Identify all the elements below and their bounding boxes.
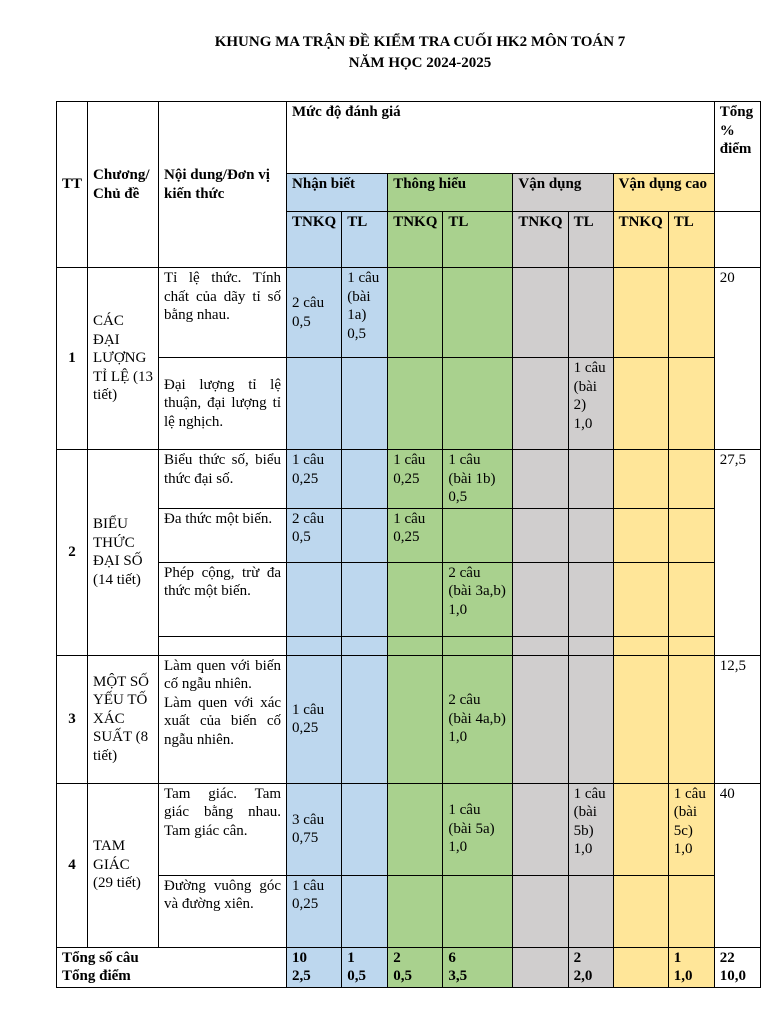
row2-unit3-th-tl: 2 câu (bài 3a,b) 1,0 xyxy=(443,562,513,636)
cell xyxy=(342,562,388,636)
document-title xyxy=(150,32,690,74)
cell xyxy=(668,655,714,783)
title-line-2: NĂM HỌC 2024-2025 xyxy=(348,55,492,71)
cell xyxy=(513,508,568,562)
cell xyxy=(613,875,668,947)
totals-th-tl-count: 6 xyxy=(448,949,456,966)
cell xyxy=(443,358,513,450)
totals-all-score: 10,0 xyxy=(719,968,747,984)
cell xyxy=(568,655,613,783)
cell xyxy=(613,947,668,987)
header-total: Tổng % điểm xyxy=(714,102,760,212)
cell xyxy=(668,875,714,947)
cell xyxy=(668,562,714,636)
row2-chapter: BIỂU THỨC ĐẠI SỐ (14 tiết) xyxy=(88,450,159,656)
row4-unit1-vdc-tl: 1 câu (bài 5c) 1,0 xyxy=(668,783,714,875)
cell xyxy=(388,358,443,450)
cell xyxy=(443,636,513,655)
row2-unit1-th-tnkq: 1 câu 0,25 xyxy=(388,450,443,509)
totals-nb-tnkq-count: 10 xyxy=(292,949,308,966)
totals-vd-tl xyxy=(568,947,613,987)
row1-unit2-vd-tl: 1 câu (bài 2) 1,0 xyxy=(568,358,613,450)
row3-total: 12,5 xyxy=(714,655,760,783)
matrix-table xyxy=(56,101,761,988)
row2-total: 27,5 xyxy=(714,450,760,656)
totals-all-count: 22 xyxy=(719,949,735,966)
header-level: Mức độ đánh giá xyxy=(287,102,715,174)
cell xyxy=(513,562,568,636)
header-van-dung-cao: Vận dụng cao xyxy=(613,174,714,212)
row3-unit1-content xyxy=(159,655,287,783)
header-total-empty xyxy=(714,212,760,268)
header-content: Nội dung/Đơn vị kiến thức xyxy=(159,102,287,268)
totals-th-tl xyxy=(443,947,513,987)
cell xyxy=(342,655,388,783)
row4-unit2-nb-tnkq: 1 câu 0,25 xyxy=(287,875,342,947)
cell xyxy=(568,562,613,636)
header-nhan-biet: Nhận biết xyxy=(287,174,388,212)
row3-unit1-content-line1: Làm quen với biến cố ngẫu nhiên. xyxy=(164,657,282,692)
cell xyxy=(613,562,668,636)
cell xyxy=(342,636,388,655)
row1-unit1-nb-tnkq: 2 câu 0,5 xyxy=(287,268,342,358)
cell xyxy=(159,636,287,655)
totals-vd-tl-score: 2,0 xyxy=(573,968,593,984)
row1-total: 20 xyxy=(714,268,760,450)
row4-unit1-th-tl: 1 câu (bài 5a) 1,0 xyxy=(443,783,513,875)
totals-nb-tl-count: 1 xyxy=(347,949,355,966)
cell xyxy=(568,268,613,358)
header-th-tnkq: TNKQ xyxy=(388,212,443,268)
cell xyxy=(388,268,443,358)
row3-unit1-th-tl: 2 câu (bài 4a,b) 1,0 xyxy=(443,655,513,783)
header-vdc-tl: TL xyxy=(668,212,714,268)
cell xyxy=(668,268,714,358)
row2-unit3-content: Phép cộng, trừ đa thức một biến. xyxy=(159,562,287,636)
totals-label-score: Tổng điểm xyxy=(62,968,131,984)
totals-nb-tnkq-score: 2,5 xyxy=(292,968,311,984)
totals-label xyxy=(57,947,287,987)
totals-th-tnkq-count: 2 xyxy=(393,949,401,966)
cell xyxy=(287,358,342,450)
header-vd-tnkq: TNKQ xyxy=(513,212,568,268)
cell xyxy=(287,562,342,636)
cell xyxy=(388,562,443,636)
totals-vdc-tl-count: 1 xyxy=(673,949,682,966)
totals-th-tnkq xyxy=(388,947,443,987)
header-thong-hieu: Thông hiểu xyxy=(388,174,513,212)
cell xyxy=(668,358,714,450)
cell xyxy=(513,358,568,450)
header-nb-tnkq: TNKQ xyxy=(287,212,342,268)
cell xyxy=(388,636,443,655)
totals-vd-tl-count: 2 xyxy=(573,949,582,966)
cell xyxy=(388,875,443,947)
row2-tt: 2 xyxy=(57,450,88,656)
row4-unit1-content: Tam giác. Tam giác bằng nhau. Tam giác cân. xyxy=(159,783,287,875)
header-tt: TT xyxy=(57,102,88,268)
cell xyxy=(513,450,568,509)
row2-unit1-th-tl: 1 câu (bài 1b) 0,5 xyxy=(443,450,513,509)
row2-unit1-content: Biểu thức số, biểu thức đại số. xyxy=(159,450,287,509)
totals-all xyxy=(714,947,760,987)
cell xyxy=(443,508,513,562)
cell xyxy=(513,636,568,655)
cell xyxy=(613,636,668,655)
cell xyxy=(613,783,668,875)
row1-tt: 1 xyxy=(57,268,88,450)
cell xyxy=(388,783,443,875)
row4-unit1-vd-tl: 1 câu (bài 5b) 1,0 xyxy=(568,783,613,875)
row4-unit2-content: Đường vuông góc và đường xiên. xyxy=(159,875,287,947)
header-th-tl: TL xyxy=(443,212,513,268)
cell xyxy=(388,655,443,783)
row1-unit2-content: Đại lượng tỉ lệ thuận, đại lượng tỉ lệ nghịch. xyxy=(159,358,287,450)
cell xyxy=(613,358,668,450)
cell xyxy=(342,783,388,875)
row3-unit1-content-line2: Làm quen với xác xuất của biến cố ngẫu nhiên. xyxy=(164,694,282,748)
cell xyxy=(287,636,342,655)
cell xyxy=(668,636,714,655)
header-vd-tl: TL xyxy=(568,212,613,268)
row2-unit2-content: Đa thức một biến. xyxy=(159,508,287,562)
cell xyxy=(342,875,388,947)
row4-unit1-nb-tnkq: 3 câu 0,75 xyxy=(287,783,342,875)
header-vdc-tnkq: TNKQ xyxy=(613,212,668,268)
row1-unit1-nb-tl: 1 câu (bài 1a) 0,5 xyxy=(342,268,388,358)
cell xyxy=(342,508,388,562)
cell xyxy=(568,508,613,562)
totals-nb-tl-score: 0,5 xyxy=(347,968,366,984)
row1-unit1-content: Tỉ lệ thức. Tính chất của dãy tỉ số bằng nhau. xyxy=(159,268,287,358)
totals-label-count: Tổng số câu xyxy=(62,949,139,966)
totals-nb-tl xyxy=(342,947,388,987)
cell xyxy=(668,450,714,509)
cell xyxy=(668,508,714,562)
cell xyxy=(513,268,568,358)
row1-chapter: CÁC ĐẠI LƯỢNG TỈ LỆ (13 tiết) xyxy=(88,268,159,450)
row2-unit2-nb-tnkq: 2 câu 0,5 xyxy=(287,508,342,562)
title-line-1: KHUNG MA TRẬN ĐỀ KIỂM TRA CUỐI HK2 MÔN TOÁN 7 xyxy=(214,34,626,50)
cell xyxy=(342,450,388,509)
totals-vdc-tl xyxy=(668,947,714,987)
cell xyxy=(568,875,613,947)
row4-chapter: TAM GIÁC (29 tiết) xyxy=(88,783,159,947)
cell xyxy=(613,508,668,562)
cell xyxy=(613,450,668,509)
cell xyxy=(568,636,613,655)
cell xyxy=(568,450,613,509)
totals-th-tnkq-score: 0,5 xyxy=(393,968,412,984)
row4-total: 40 xyxy=(714,783,760,947)
cell xyxy=(443,875,513,947)
row2-unit1-nb-tnkq: 1 câu 0,25 xyxy=(287,450,342,509)
row3-tt: 3 xyxy=(57,655,88,783)
cell xyxy=(513,783,568,875)
totals-vdc-tl-score: 1,0 xyxy=(673,968,693,984)
row2-unit2-th-tnkq: 1 câu 0,25 xyxy=(388,508,443,562)
totals-th-tl-score: 3,5 xyxy=(448,968,468,984)
cell xyxy=(513,655,568,783)
cell xyxy=(513,947,568,987)
row3-chapter: MỘT SỐ YẾU TỐ XÁC SUẤT (8 tiết) xyxy=(88,655,159,783)
cell xyxy=(342,358,388,450)
header-chapter: Chương/ Chủ đề xyxy=(88,102,159,268)
cell xyxy=(513,875,568,947)
cell xyxy=(613,268,668,358)
header-van-dung: Vận dụng xyxy=(513,174,613,212)
cell xyxy=(613,655,668,783)
row3-unit1-nb-tnkq: 1 câu 0,25 xyxy=(287,655,342,783)
totals-nb-tnkq xyxy=(287,947,342,987)
header-nb-tl: TL xyxy=(342,212,388,268)
cell xyxy=(443,268,513,358)
row4-tt: 4 xyxy=(57,783,88,947)
